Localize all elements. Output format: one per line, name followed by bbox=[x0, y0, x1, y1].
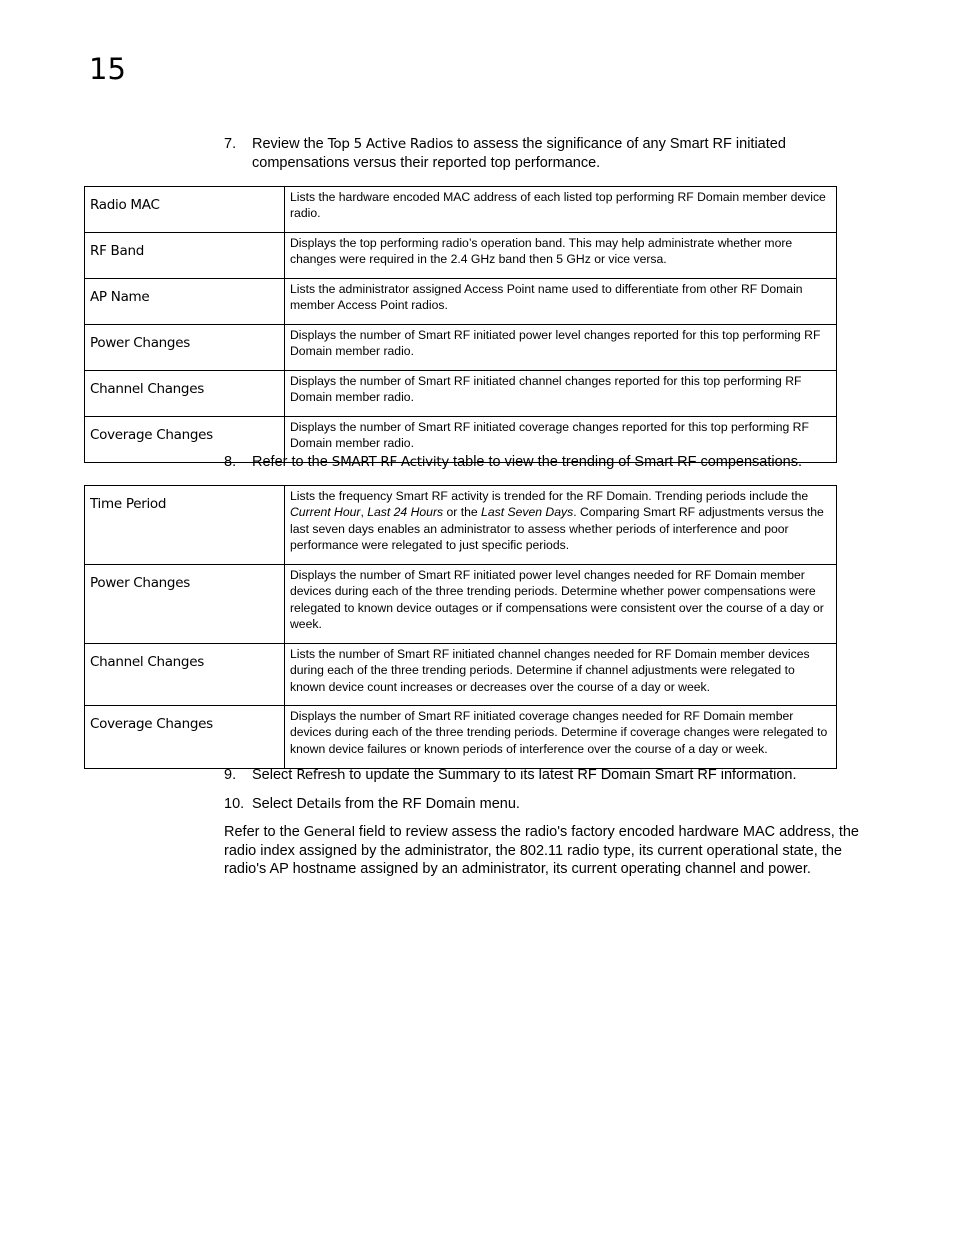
smart-rf-activity-table bbox=[84, 485, 837, 769]
step-text-pre: Refer to the bbox=[252, 454, 332, 470]
table-row bbox=[85, 644, 837, 706]
step-7 bbox=[224, 135, 844, 173]
step-text bbox=[252, 795, 844, 814]
row-term: Time Period bbox=[85, 486, 285, 565]
step-number: 10. bbox=[224, 796, 245, 812]
row-term: Power Changes bbox=[85, 325, 285, 371]
step-number: 7. bbox=[224, 136, 237, 152]
row-description: Displays the number of Smart RF initiated power level changes reported for this top performing RF Domain member radio. bbox=[285, 325, 837, 371]
row-description: Lists the administrator assigned Access Point name used to differentiate from other RF Domain member Access Point radios. bbox=[285, 279, 837, 325]
step-text-post: to assess the significance of any Smart RF initiated compensations versus their reported top performance. bbox=[252, 136, 786, 171]
desc-text: Lists the frequency Smart RF activity is trended for the RF Domain. Trending periods include the bbox=[290, 489, 809, 503]
top5-active-radios-table bbox=[84, 186, 837, 463]
step-10 bbox=[224, 795, 844, 814]
row-description: Displays the number of Smart RF initiated power level changes needed for RF Domain member devices during each of the three trending periods. Determine whether power compensations were relegated to known device outages or if compensations were consistent over the course of a day or week. bbox=[285, 565, 837, 644]
period-last-seven-days: Last Seven Days bbox=[481, 505, 574, 520]
row-description: Displays the number of Smart RF initiated coverage changes needed for RF Domain member devices during each of the three trending periods. Determine if coverage changes were relegated to known device failures or known periods of interference over the course of a day or week. bbox=[285, 706, 837, 769]
step-text-pre: Review the bbox=[252, 136, 328, 152]
step-text-post: to update the Summary to its latest RF Domain Smart RF information. bbox=[345, 767, 797, 783]
step-8 bbox=[224, 453, 844, 472]
para-text-post: field to review assess the radio's factory encoded hardware MAC address, the radio index assigned by the administrator, the 802.11 radio type, its current operational state, the radio's AP hostname assigned by an administrator, its current operating channel and power. bbox=[224, 824, 859, 877]
row-term: AP Name bbox=[85, 279, 285, 325]
table-row bbox=[85, 325, 837, 371]
step-text-post: from the RF Domain menu. bbox=[341, 796, 520, 812]
ui-term-refresh: Refresh bbox=[296, 767, 346, 783]
step-number: 9. bbox=[224, 767, 237, 783]
general-field-paragraph bbox=[224, 823, 874, 879]
row-term: RF Band bbox=[85, 233, 285, 279]
period-last-24-hours: Last 24 Hours bbox=[367, 505, 444, 520]
step-number: 8. bbox=[224, 454, 237, 470]
row-description: Displays the top performing radio’s operation band. This may help administrate whether more changes were required in the 2.4 GHz band then 5 GHz or vice versa. bbox=[285, 233, 837, 279]
period-current-hour: Current Hour bbox=[290, 505, 361, 520]
step-text bbox=[252, 766, 844, 785]
row-description: Displays the number of Smart RF initiated channel changes reported for this top performing RF Domain member radio. bbox=[285, 371, 837, 417]
desc-text: . Comparing Smart RF adjustments versus the last seven days enables an administrator to assess whether periods of interference and poor performance were relegated to just specific periods. bbox=[290, 505, 824, 552]
table-row bbox=[85, 565, 837, 644]
row-description: Lists the hardware encoded MAC address of each listed top performing RF Domain member device radio. bbox=[285, 187, 837, 233]
para-text-pre: Refer to the bbox=[224, 824, 304, 840]
row-term: Channel Changes bbox=[85, 371, 285, 417]
row-term: Coverage Changes bbox=[85, 417, 285, 463]
step-text bbox=[252, 453, 844, 472]
row-term: Radio MAC bbox=[85, 187, 285, 233]
step-text-post: table to view the trending of Smart RF compensations. bbox=[449, 454, 803, 470]
desc-separator: or the bbox=[443, 505, 482, 520]
table-row bbox=[85, 187, 837, 233]
desc-separator: , bbox=[360, 505, 368, 520]
step-text-pre: Select bbox=[252, 796, 297, 812]
row-description: Displays the number of Smart RF initiated coverage changes reported for this top performing RF Domain member radio. bbox=[285, 417, 837, 463]
chapter-number: 15 bbox=[89, 52, 126, 86]
ui-term-top5-active-radios: Top 5 Active Radios bbox=[327, 136, 454, 152]
table-row bbox=[85, 371, 837, 417]
step-text-pre: Select bbox=[252, 767, 297, 783]
row-description bbox=[285, 486, 837, 565]
table-row bbox=[85, 279, 837, 325]
ui-term-details: Details bbox=[296, 796, 342, 812]
step-9 bbox=[224, 766, 844, 785]
ui-term-smart-rf-activity: SMART RF Activity bbox=[331, 454, 450, 470]
table-row bbox=[85, 486, 837, 565]
step-text bbox=[252, 135, 844, 173]
row-term: Power Changes bbox=[85, 565, 285, 644]
row-term: Coverage Changes bbox=[85, 706, 285, 769]
row-description: Lists the number of Smart RF initiated channel changes needed for RF Domain member devices during each of the three trending periods. Determine if channel adjustments were relegated to known device count increases or decreases over the course of a day or week. bbox=[285, 644, 837, 706]
ui-term-general: General bbox=[303, 824, 355, 840]
table-row bbox=[85, 706, 837, 769]
table-row bbox=[85, 233, 837, 279]
row-term: Channel Changes bbox=[85, 644, 285, 706]
